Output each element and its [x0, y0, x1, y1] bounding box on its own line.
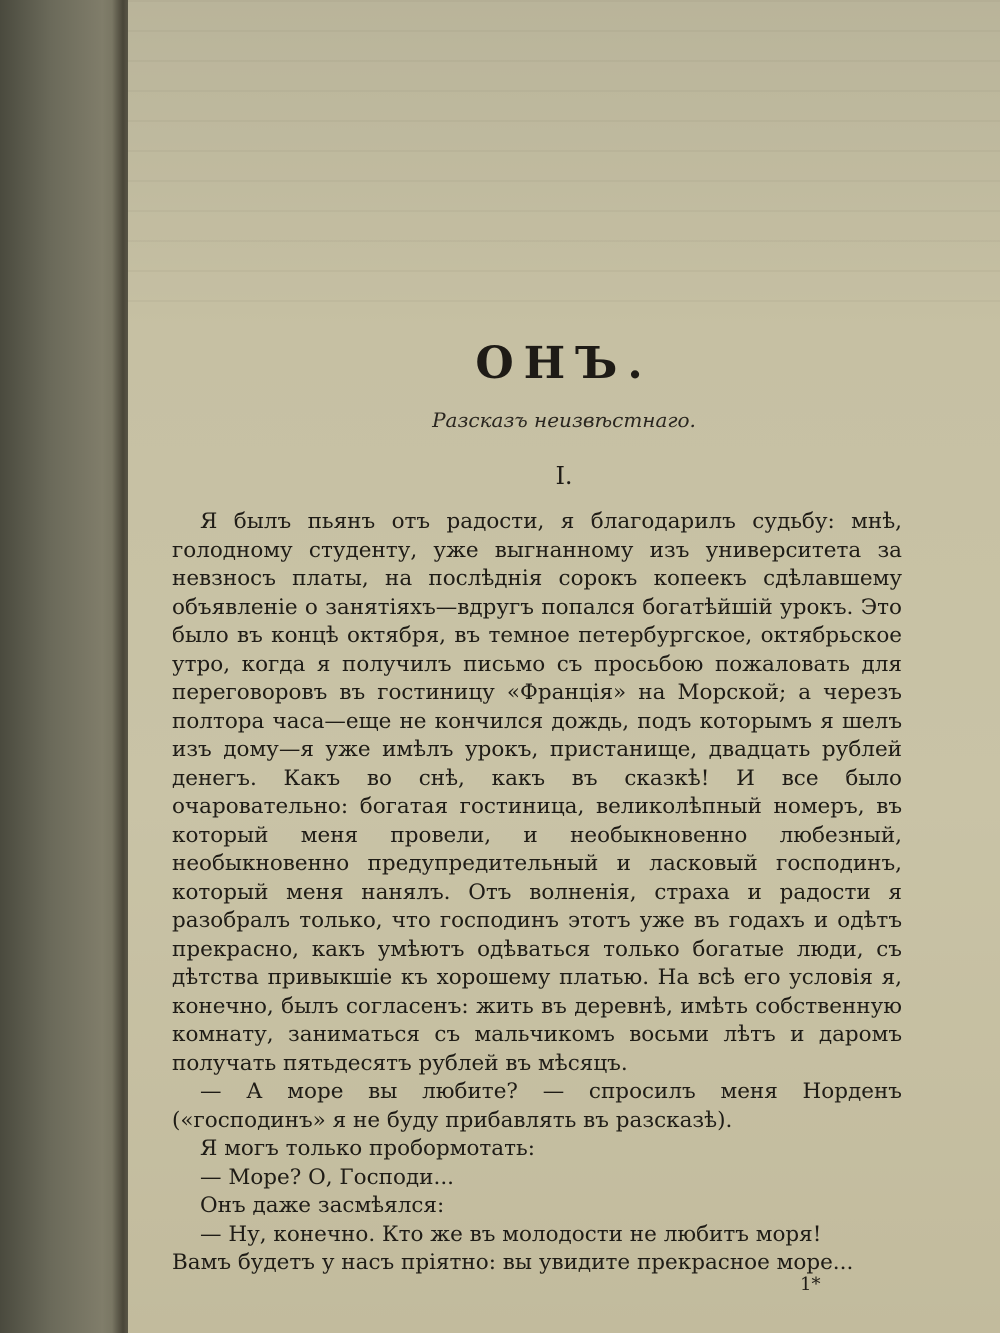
- paragraph-continuation: Вамъ будетъ у насъ пріятно: вы увидите прекрасное море...: [172, 1250, 854, 1275]
- story-title: ОНЪ.: [475, 338, 653, 389]
- chapter-number: I.: [555, 462, 573, 490]
- book-page: [128, 0, 1000, 1333]
- story-subtitle: Разсказъ неизвѣстнаго.: [432, 408, 696, 432]
- paragraph: — Море? О, Господи...: [200, 1164, 455, 1190]
- facing-page-edge: [0, 0, 128, 1333]
- paragraph: Я былъ пьянъ отъ радости, я благодарилъ судьбу: мнѣ, голодному студенту, уже выгнанному изъ университета за невзносъ платы, на послѣднія сорокъ копеекъ сдѣлавшему объявленіе о занятіяхъ—вдругъ попался богатѣйшій урокъ. Это было въ концѣ октября, въ темное петербургское, октябрьское утро, когда я получилъ письмо съ просьбою пожаловать для переговоровъ въ гостиницу «Франція» на Морской; а черезъ полтора часа—еще не кончился дождь, подъ которымъ я шелъ изъ дому—я уже имѣлъ урокъ, пристанище, двадцать рублей денегъ. Какъ во снѣ, какъ въ сказкѣ! И все было очаровательно: богатая гостиница, великолѣпный номеръ, въ который меня провели, и необыкновенно любезный, необыкновенно предупредительный и ласковый господинъ, который меня нанялъ. Отъ волненія, страха и радости я разобралъ только, что господинъ этотъ уже въ годахъ и одѣтъ прекрасно, какъ умѣютъ одѣваться только богатые люди, съ дѣтства привыкшіе къ хорошему платью. На всѣ его условія я, конечно, былъ согласенъ: жить въ деревнѣ, имѣть собственную комнату, заниматься съ мальчикомъ восьми лѣтъ и даромъ получать пятьдесятъ рублей въ мѣсяцъ.: [172, 509, 902, 1076]
- paragraph: — Ну, конечно. Кто же въ молодости не любитъ моря!: [200, 1221, 822, 1247]
- show-through-text: [128, 0, 1000, 330]
- paragraph: Онъ даже засмѣялся:: [200, 1193, 445, 1218]
- story-text: [172, 508, 902, 1278]
- paragraph: — А море вы любите? — спросилъ меня Норденъ («господинъ» я не буду прибавлять въ разсказѣ).: [172, 1079, 902, 1133]
- paragraph: Я могъ только пробормотать:: [200, 1136, 535, 1161]
- page-signature: 1*: [800, 1274, 821, 1295]
